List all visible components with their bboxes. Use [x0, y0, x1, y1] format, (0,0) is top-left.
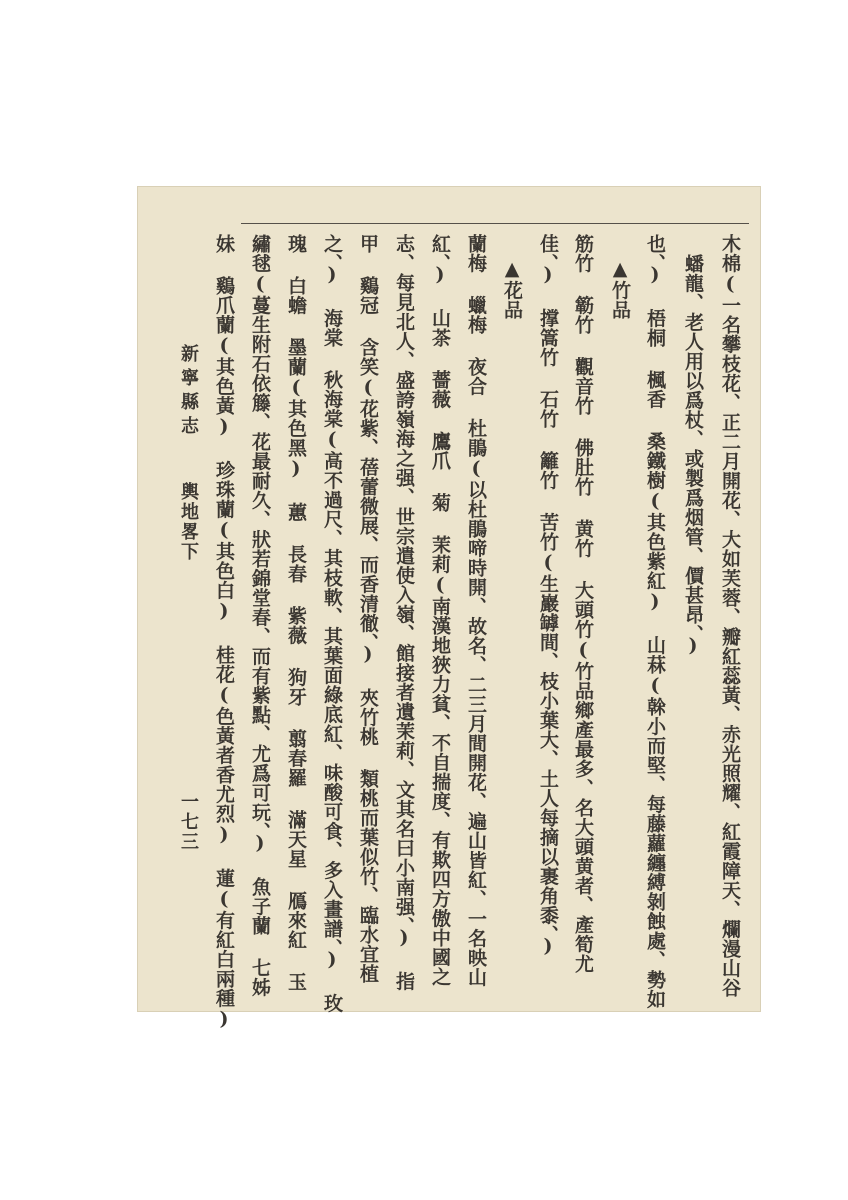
- text-column-9: 紅、) 山茶 薔薇 鷹爪 菊 茉莉(南漢地狹力貧、不自揣度、有欺四方傲中國之: [429, 234, 451, 987]
- text-column-15: 妹 鷄爪蘭(其色黃) 珍珠蘭(其色白) 桂花(色黃者香尤烈) 蓮(有紅白兩種): [213, 234, 235, 1031]
- text-column-10: 志、每見北人、盛誇嶺海之强、世宗遣使入嶺、館接者遺茉莉、文其名曰小南强、) 指: [393, 234, 415, 991]
- text-column-2: 蟠龍、老人用以爲杖、或製爲烟管、價甚昂、): [682, 254, 704, 657]
- top-rule: [241, 223, 749, 224]
- text-column-8: 蘭梅 蠟梅 夜合 杜鵑(以杜鵑啼時開、故名、二三月間開花、遍山皆紅、一名映山: [465, 234, 487, 987]
- text-column-12: 之、) 海棠 秋海棠(高不過尺、其枝軟、其葉面綠底紅、味酸可食、多入畫譜、) 玫: [321, 234, 343, 1013]
- text-column-13: 瑰 白蟾 墨蘭(其色黑) 蕙 長春 紫薇 狗牙 翦春羅 滿天星 鴈來紅 玉: [285, 234, 307, 992]
- section-heading-bamboo: ▲竹品: [609, 258, 631, 320]
- text-column-5: 筋竹 簕竹 觀音竹 佛肚竹 黄竹 大頭竹(竹品鄉產最多、名大頭黄者、產筍尤: [572, 234, 594, 974]
- document-page: [137, 186, 761, 1031]
- text-column-14: 繡毬(蔓生附石依籐、花最耐久、狀若錦堂春、而有紫點、尤爲可玩、) 魚子蘭 七姊: [249, 234, 271, 997]
- text-column-11: 甲 鷄冠 含笑(花紫、蓓蕾微展、而香清徹、) 夾竹桃 類桃而葉似竹、臨水宜植: [357, 234, 379, 984]
- text-column-1: 木棉(一名攀枝花、正二月開花、大如芙蓉、瓣紅蕊黃、赤光照耀、紅霞障天、爛漫山谷: [719, 234, 741, 998]
- section-title: 輿地畧下: [178, 482, 199, 562]
- page-number: 一七三: [178, 792, 199, 852]
- section-heading-flowers: ▲花品: [501, 258, 523, 320]
- text-column-6: 佳、) 撑篙竹 石竹 籬竹 苦竹(生巖罅間、枝小葉大、土人每摘以裹角黍、): [537, 234, 559, 958]
- text-column-3: 也、) 梧桐 楓香 桑鐵樹(其色紫紅) 山菻(榦小而堅、每藤蘿纏縛剝蝕處、勢如: [644, 234, 666, 1009]
- book-title: 新寧縣志: [178, 344, 199, 440]
